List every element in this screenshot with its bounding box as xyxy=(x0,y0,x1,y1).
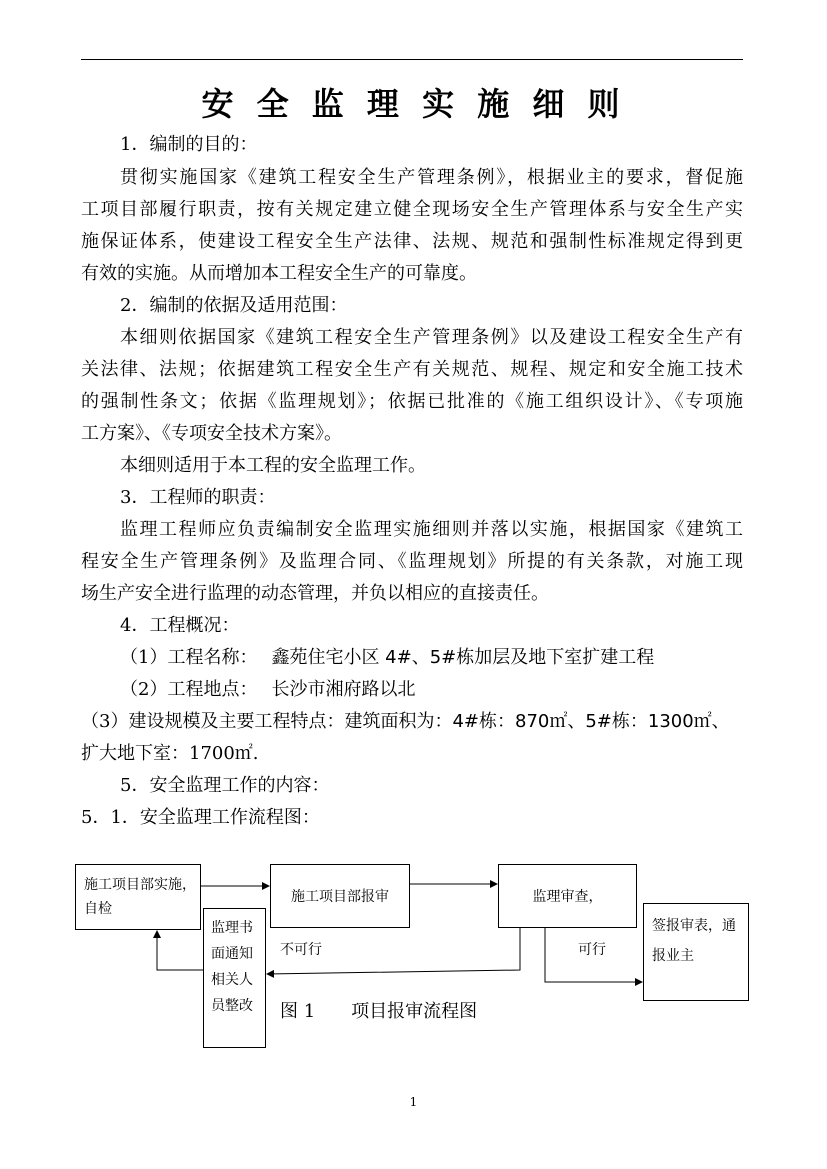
paragraph-line: 工方案》、《专项安全技术方案》。 xyxy=(81,423,342,444)
paragraph-line: 施保证体系，使建设工程安全生产法律、法规、规范和强制性标准规定得到更 xyxy=(81,231,743,252)
flow-box-rectify-line: 相关人 xyxy=(211,972,253,988)
section-2-heading: 2．编制的依据及适用范围： xyxy=(120,295,348,316)
paragraph-line: 关法律、法规；依据建筑工程安全生产有关规范、规程、规定和安全施工技术 xyxy=(81,359,743,380)
arrow-rectify-to-selfcheck xyxy=(157,931,203,970)
section-1-heading: 1．编制的目的： xyxy=(120,134,258,155)
project-scale-value: 建筑面积为：4#栋：870㎡、5#栋：1300㎡、 xyxy=(344,711,730,732)
paragraph-line: 程安全生产管理条例》及监理合同、《监理规划》所提的有关条款，对施工现 xyxy=(81,551,743,572)
arrow-review-to-approve xyxy=(545,928,642,982)
project-location-value: 长沙市湘府路以北 xyxy=(271,679,416,700)
flow-box-rectify-line: 监理书 xyxy=(211,920,253,936)
document-title: 安 全 监 理 实 施 细 则 xyxy=(201,85,626,123)
section-4-heading: 4．工程概况： xyxy=(120,615,240,636)
project-location-label: （2）工程地点： xyxy=(120,679,258,700)
arrow-review-reject xyxy=(267,928,520,974)
paragraph-line: 本细则适用于本工程的安全监理工作。 xyxy=(120,455,426,476)
project-scale-continuation: 扩大地下室：1700㎡. xyxy=(81,743,259,764)
flow-box-rectify-line: 面通知 xyxy=(211,946,253,962)
paragraph-line: 工项目部履行职责，按有关规定建立健全现场安全生产管理体系与安全生产实 xyxy=(81,199,743,220)
paragraph-line: 场生产安全进行监理的动态管理，并负以相应的直接责任。 xyxy=(81,583,549,604)
paragraph-line: 的强制性条文；依据《监理规划》；依据已批准的《施工组织设计》、《专项施 xyxy=(81,391,743,412)
project-name-label: （1）工程名称： xyxy=(120,647,258,668)
paragraph-line: 有效的实施。从而增加本工程安全生产的可靠度。 xyxy=(81,263,477,284)
figure-caption: 图 1 项目报审流程图 xyxy=(280,1001,478,1022)
project-scale-label: （3）建设规模及主要工程特点： xyxy=(81,711,345,732)
flow-box-approve-line2: 报业主 xyxy=(652,948,694,964)
flow-box-rectify-line: 员整改 xyxy=(211,998,253,1014)
flow-label-reject: 不可行 xyxy=(280,942,322,958)
paragraph-line: 本细则依据国家《建筑工程安全生产管理条例》以及建设工程安全生产有 xyxy=(120,327,743,348)
paragraph-line: 监理工程师应负责编制安全监理实施细则并落以实施，根据国家《建筑工 xyxy=(120,519,743,540)
flow-box-review: 监理审查， xyxy=(498,864,637,928)
page-number: 1 xyxy=(409,1095,418,1109)
paragraph-line: 贯彻实施国家《建筑工程安全生产管理条例》，根据业主的要求，督促施 xyxy=(120,167,743,188)
flow-label-accept: 可行 xyxy=(578,942,606,958)
flow-box-self-check-line1: 施工项目部实施， xyxy=(84,877,196,893)
project-name-value: 鑫苑住宅小区 4#、5#栋加层及地下室扩建工程 xyxy=(271,647,655,668)
section-3-heading: 3．工程师的职责： xyxy=(120,487,276,508)
section-5-heading: 5．安全监理工作的内容： xyxy=(120,775,330,796)
flow-box-self-check-line2: 自检 xyxy=(84,901,112,917)
flow-box-submit: 施工项目部报审 xyxy=(270,864,410,928)
section-5-1-heading: 5．1．安全监理工作流程图： xyxy=(81,807,320,828)
flow-box-approve-line1: 签报审表，通 xyxy=(652,918,736,934)
